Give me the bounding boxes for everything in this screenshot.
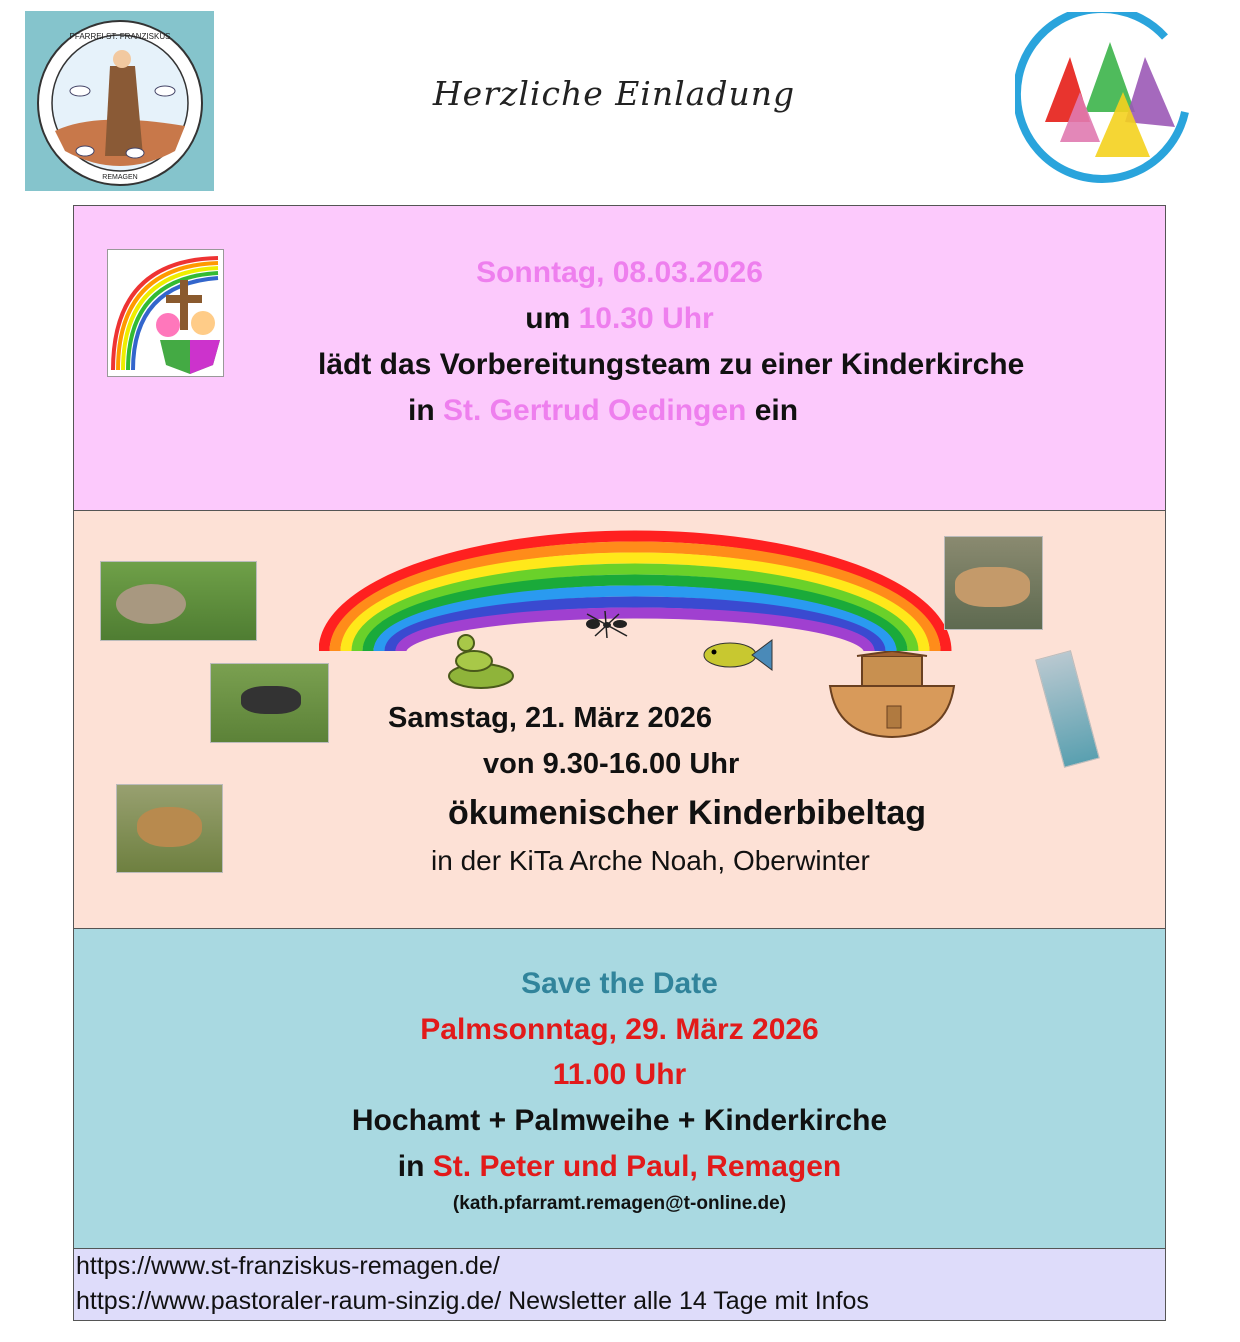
pastoral-area-website-line[interactable]: https://www.pastoraler-raum-sinzig.de/ Newsletter alle 14 Tage mit Infos xyxy=(76,1287,869,1315)
save-the-date-heading: Save the Date xyxy=(521,967,718,1000)
kinderbibeltag-section xyxy=(73,510,1166,929)
event3-place-line xyxy=(74,1150,1165,1184)
event1-time: 10.30 Uhr xyxy=(578,302,714,335)
event3-title: Hochamt + Palmweihe + Kinderkirche xyxy=(351,1104,888,1137)
contact-email[interactable]: (kath.pfarramt.remagen@t-online.de) xyxy=(452,1193,787,1214)
event2-title: ökumenischer Kinderbibeltag xyxy=(448,794,926,832)
event3-time: 11.00 Uhr xyxy=(552,1058,687,1091)
rainbow-icon xyxy=(319,526,955,656)
lion-photo xyxy=(116,784,223,873)
event2-place: in der KiTa Arche Noah, Oberwinter xyxy=(431,845,870,876)
ant-icon xyxy=(577,606,635,642)
event1-place-line xyxy=(408,394,798,428)
noahs-ark-icon xyxy=(827,651,957,741)
event3-place-prefix: in xyxy=(397,1150,425,1183)
event3-date: Palmsonntag, 29. März 2026 xyxy=(420,1013,819,1046)
page-title: Herzliche Einladung xyxy=(432,74,796,113)
event1-description: lädt das Vorbereitungsteam zu einer Kinderkirche xyxy=(318,348,1025,381)
event1-time-prefix: um xyxy=(525,302,571,335)
event3-place: St. Peter und Paul, Remagen xyxy=(432,1150,842,1183)
pastoral-area-logo xyxy=(1015,12,1195,192)
sheep-photo xyxy=(100,561,257,641)
event1-place: St. Gertrud Oedingen xyxy=(443,394,747,427)
event2-date: Samstag, 21. März 2026 xyxy=(388,702,713,734)
event1-time-line xyxy=(74,302,1165,336)
parish-website-link[interactable]: https://www.st-franziskus-remagen.de/ xyxy=(76,1252,500,1280)
event1-place-prefix: in xyxy=(408,394,435,427)
logo-text-top: PFARREI ST. FRANZISKUS xyxy=(69,32,171,41)
churches-logo-icon xyxy=(1015,12,1195,192)
event2-time: von 9.30-16.00 Uhr xyxy=(483,748,740,780)
logo-text-bottom: REMAGEN xyxy=(102,174,138,181)
event1-date: Sonntag, 08.03.2026 xyxy=(476,256,763,289)
event1-place-suffix: ein xyxy=(754,394,799,427)
donkey-photo xyxy=(210,663,329,743)
save-the-date-section xyxy=(73,928,1166,1249)
snake-icon xyxy=(444,631,519,693)
links-footer xyxy=(73,1248,1166,1321)
kinderkirche-section xyxy=(73,205,1166,511)
fish-icon xyxy=(702,636,774,674)
camels-photo xyxy=(944,536,1043,630)
dolphin-photo xyxy=(1035,650,1100,768)
